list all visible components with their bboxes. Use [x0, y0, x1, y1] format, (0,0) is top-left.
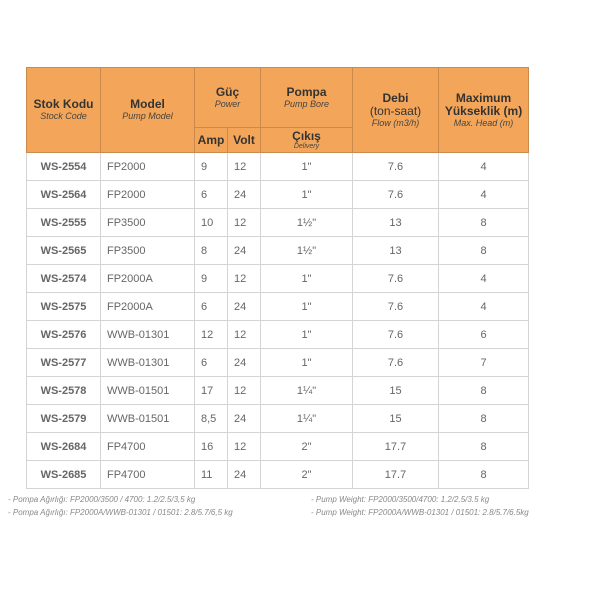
- head-cell: 6: [439, 321, 529, 349]
- stock-code-cell: WS-2555: [27, 209, 101, 237]
- header-head-label2: Yükseklik (m): [444, 103, 523, 118]
- header-stock-code: [27, 68, 101, 153]
- amp-cell: 6: [195, 349, 228, 377]
- header-outlet-label: Çıkış: [292, 128, 321, 143]
- flow-cell: 15: [353, 377, 439, 405]
- head-cell: 8: [439, 209, 529, 237]
- stock-code-cell: WS-2579: [27, 405, 101, 433]
- volt-cell: 24: [228, 405, 261, 433]
- outlet-cell: 1": [261, 181, 353, 209]
- flow-cell: 13: [353, 209, 439, 237]
- outlet-cell: 1": [261, 321, 353, 349]
- note-tr-1: - Pompa Ağırlığı: FP2000/3500 / 4700: 1.2/2.5/3,5 kg: [8, 495, 196, 504]
- header-amp: [195, 128, 228, 153]
- header-flow-label: Debi: [382, 90, 409, 105]
- model-cell: FP2000: [101, 181, 195, 209]
- model-cell: WWB-01301: [101, 321, 195, 349]
- volt-cell: 12: [228, 265, 261, 293]
- header-model-label: Model: [130, 97, 165, 111]
- note-tr-2: - Pompa Ağırlığı: FP2000A/WWB-01301 / 01501: 2.8/5.7/6,5 kg: [8, 508, 233, 517]
- flow-cell: 17.7: [353, 433, 439, 461]
- outlet-cell: 1": [261, 349, 353, 377]
- volt-cell: 12: [228, 377, 261, 405]
- head-cell: 4: [439, 293, 529, 321]
- volt-cell: 24: [228, 461, 261, 489]
- header-amp-label: Amp: [197, 132, 225, 147]
- stock-code-cell: WS-2554: [27, 153, 101, 181]
- header-power-sub: Power: [214, 98, 241, 109]
- model-cell: FP3500: [101, 237, 195, 265]
- head-cell: 4: [439, 153, 529, 181]
- volt-cell: 12: [228, 209, 261, 237]
- flow-cell: 7.6: [353, 321, 439, 349]
- header-head: [439, 68, 529, 153]
- head-cell: 8: [439, 237, 529, 265]
- header-stock-code-sub: Stock Code: [40, 111, 87, 121]
- stock-code-cell: WS-2684: [27, 433, 101, 461]
- header-flow-sub: Flow (m3/h): [371, 117, 420, 128]
- flow-cell: 7.6: [353, 349, 439, 377]
- amp-cell: 10: [195, 209, 228, 237]
- header-volt-label: Volt: [233, 132, 255, 147]
- header-power-label: Güç: [215, 84, 240, 99]
- head-cell: 8: [439, 377, 529, 405]
- amp-cell: 16: [195, 433, 228, 461]
- header-pump-label: Pompa: [286, 84, 327, 99]
- table-row: [27, 265, 529, 293]
- weight-notes-en: [311, 493, 529, 519]
- model-cell: FP2000A: [101, 293, 195, 321]
- header-volt: [228, 128, 261, 153]
- table-row: [27, 433, 529, 461]
- model-cell: WWB-01501: [101, 405, 195, 433]
- flow-cell: 13: [353, 237, 439, 265]
- header-power: [195, 68, 261, 128]
- table-row: [27, 321, 529, 349]
- header-model-sub: Pump Model: [122, 111, 173, 121]
- stock-code-cell: WS-2577: [27, 349, 101, 377]
- amp-cell: 9: [195, 265, 228, 293]
- volt-cell: 24: [228, 237, 261, 265]
- spec-table-body: [27, 153, 529, 489]
- header-outlet-sub: Delivery: [293, 142, 320, 150]
- amp-cell: 8,5: [195, 405, 228, 433]
- head-cell: 4: [439, 265, 529, 293]
- header-pump-sub: Pump Bore: [284, 98, 330, 109]
- outlet-cell: 1": [261, 153, 353, 181]
- head-cell: 7: [439, 349, 529, 377]
- outlet-cell: 1¼": [261, 377, 353, 405]
- flow-cell: 7.6: [353, 265, 439, 293]
- amp-cell: 6: [195, 293, 228, 321]
- outlet-cell: 1": [261, 265, 353, 293]
- outlet-cell: 2": [261, 433, 353, 461]
- table-row: [27, 405, 529, 433]
- model-cell: WWB-01501: [101, 377, 195, 405]
- outlet-cell: 1½": [261, 209, 353, 237]
- model-cell: FP2000A: [101, 265, 195, 293]
- header-flow: [353, 68, 439, 153]
- table-row: [27, 209, 529, 237]
- model-cell: FP3500: [101, 209, 195, 237]
- volt-cell: 24: [228, 293, 261, 321]
- volt-cell: 12: [228, 321, 261, 349]
- head-cell: 8: [439, 433, 529, 461]
- stock-code-cell: WS-2578: [27, 377, 101, 405]
- outlet-cell: 1¼": [261, 405, 353, 433]
- table-row: [27, 153, 529, 181]
- model-cell: WWB-01301: [101, 349, 195, 377]
- header-head-label: Maximum: [455, 90, 512, 105]
- table-row: [27, 461, 529, 489]
- amp-cell: 11: [195, 461, 228, 489]
- spec-sheet: [26, 67, 528, 489]
- head-cell: 8: [439, 461, 529, 489]
- amp-cell: 9: [195, 153, 228, 181]
- stock-code-cell: WS-2685: [27, 461, 101, 489]
- flow-cell: 15: [353, 405, 439, 433]
- model-cell: FP4700: [101, 433, 195, 461]
- amp-cell: 8: [195, 237, 228, 265]
- volt-cell: 12: [228, 433, 261, 461]
- volt-cell: 24: [228, 349, 261, 377]
- header-head-sub: Max. Head (m): [453, 117, 514, 128]
- stock-code-cell: WS-2575: [27, 293, 101, 321]
- flow-cell: 7.6: [353, 293, 439, 321]
- flow-cell: 7.6: [353, 153, 439, 181]
- outlet-cell: 1": [261, 293, 353, 321]
- header-stock-code-label: Stok Kodu: [33, 97, 94, 111]
- stock-code-cell: WS-2576: [27, 321, 101, 349]
- pump-spec-table: [26, 67, 529, 489]
- amp-cell: 6: [195, 181, 228, 209]
- outlet-cell: 1½": [261, 237, 353, 265]
- amp-cell: 12: [195, 321, 228, 349]
- model-cell: FP2000: [101, 153, 195, 181]
- flow-cell: 17.7: [353, 461, 439, 489]
- table-row: [27, 349, 529, 377]
- note-en-1: - Pump Weight: FP2000/3500/4700: 1.2/2.5/3.5 kg: [311, 495, 490, 504]
- head-cell: 8: [439, 405, 529, 433]
- volt-cell: 12: [228, 153, 261, 181]
- stock-code-cell: WS-2565: [27, 237, 101, 265]
- flow-cell: 7.6: [353, 181, 439, 209]
- note-en-2: - Pump Weight: FP2000A/WWB-01301 / 01501: 2.8/5.7/6.5kg: [311, 508, 529, 517]
- model-cell: FP4700: [101, 461, 195, 489]
- head-cell: 4: [439, 181, 529, 209]
- stock-code-cell: WS-2564: [27, 181, 101, 209]
- stock-code-cell: WS-2574: [27, 265, 101, 293]
- table-row: [27, 237, 529, 265]
- table-row: [27, 181, 529, 209]
- table-row: [27, 293, 529, 321]
- header-flow-unit: (ton-saat): [369, 103, 422, 118]
- weight-notes-tr: [8, 493, 233, 519]
- outlet-cell: 2": [261, 461, 353, 489]
- table-row: [27, 377, 529, 405]
- header-outlet: [261, 128, 353, 153]
- header-pump: [261, 68, 353, 128]
- header-model: [101, 68, 195, 153]
- amp-cell: 17: [195, 377, 228, 405]
- volt-cell: 24: [228, 181, 261, 209]
